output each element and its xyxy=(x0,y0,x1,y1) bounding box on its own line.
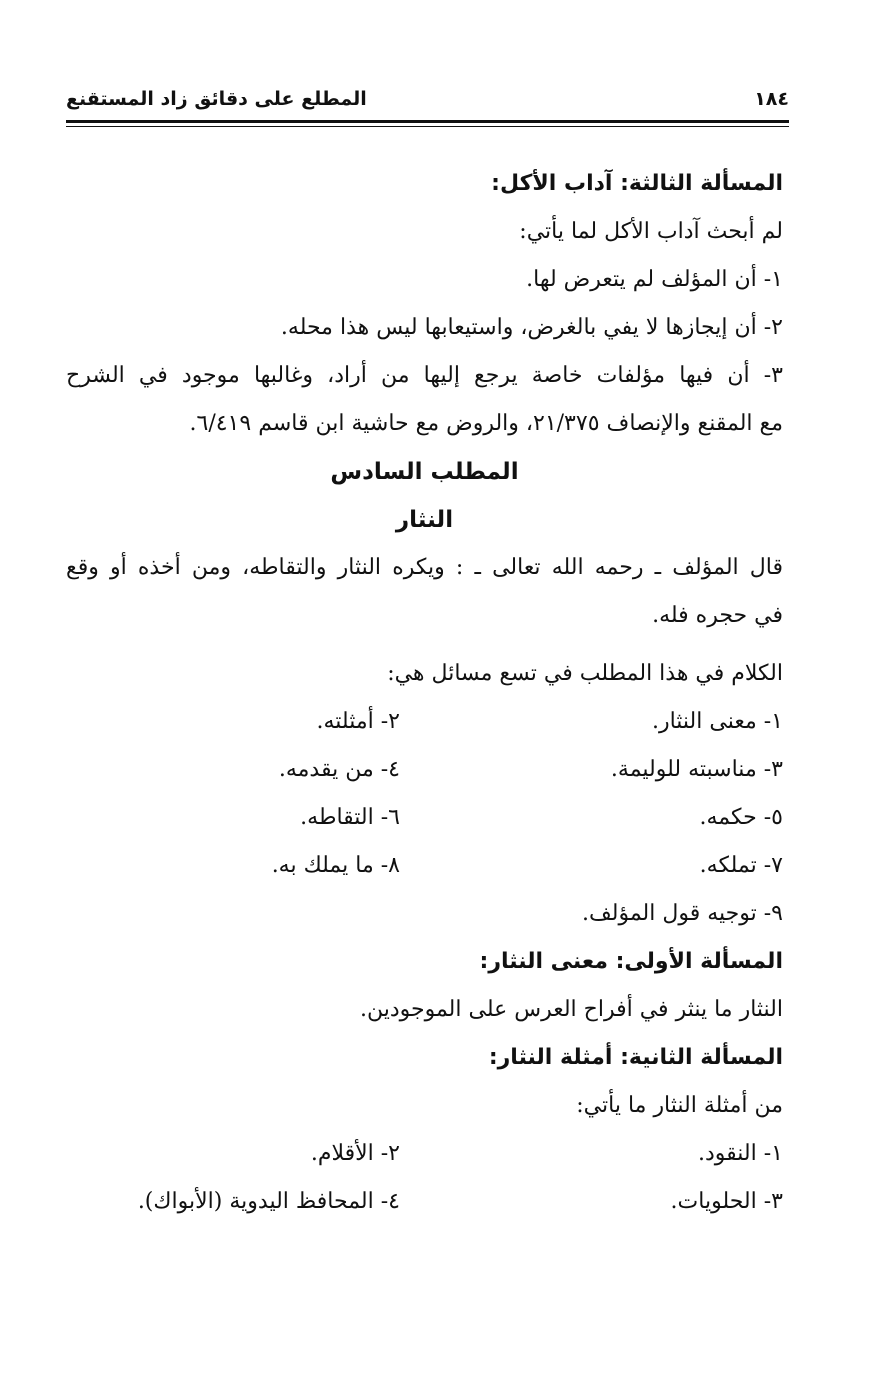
issue-item: ٩- توجيه قول المؤلف. xyxy=(582,901,783,926)
issue-item: ٥- حكمه. xyxy=(699,805,783,830)
issue1-heading: المسألة الأولى: معنى النثار: xyxy=(479,949,783,974)
author-quote-line-2: في حجره فله. xyxy=(652,603,783,628)
section3-item-1: ١- أن المؤلف لم يتعرض لها. xyxy=(526,267,783,292)
issue-item: ٧- تملكه. xyxy=(699,853,783,878)
matlab-subtitle: النثار xyxy=(395,507,454,533)
issue1-text: النثار ما ينثر في أفراح العرس على الموجودين. xyxy=(359,997,783,1022)
header-rule-thick xyxy=(66,120,789,123)
section3-item-3-cont: مع المقنع والإنصاف ٢١/٣٧٥، والروض مع حاشية ابن قاسم ٦/٤١٩. xyxy=(189,411,783,436)
book-title: المطلع على دقائق زاد المستقنع xyxy=(66,88,367,110)
examples-row xyxy=(66,1178,783,1226)
issue-item: ٤- من يقدمه. xyxy=(278,757,400,782)
issues-row xyxy=(66,794,783,842)
issue-item: ٢- أمثلته. xyxy=(316,709,400,734)
issues-row xyxy=(66,890,783,938)
issues-row xyxy=(66,842,783,890)
author-quote-line-1: قال المؤلف ـ رحمه الله تعالى ـ : ويكره النثار والتقاطه، ومن أخذه أو وقع xyxy=(66,555,783,580)
issues-row xyxy=(66,698,783,746)
example-item: ١- النقود. xyxy=(698,1141,783,1166)
example-item: ٢- الأقلام. xyxy=(310,1141,400,1166)
example-item: ٤- المحافظ اليدوية (الأبواك). xyxy=(137,1189,400,1214)
section3-item-3: ٣- أن فيها مؤلفات خاصة يرجع إليها من أراد، وغالبها موجود في الشرح xyxy=(66,363,783,388)
issue-item: ٣- مناسبته للوليمة. xyxy=(610,757,783,782)
matlab-title: المطلب السادس xyxy=(330,459,519,485)
page-body xyxy=(66,160,783,1226)
issues-intro: الكلام في هذا المطلب في تسع مسائل هي: xyxy=(387,661,783,686)
section3-heading: المسألة الثالثة: آداب الأكل: xyxy=(491,171,783,196)
header-rule-thin xyxy=(66,126,789,127)
examples-row xyxy=(66,1130,783,1178)
page-number: ١٨٤ xyxy=(754,88,789,110)
issue2-heading: المسألة الثانية: أمثلة النثار: xyxy=(488,1045,783,1070)
issue-item: ١- معنى النثار. xyxy=(651,709,783,734)
issues-row xyxy=(66,746,783,794)
issue-item: ٦- التقاطه. xyxy=(300,805,400,830)
example-item: ٣- الحلويات. xyxy=(670,1189,783,1214)
issue-item: ٨- ما يملك به. xyxy=(271,853,400,878)
section3-item-2: ٢- أن إيجازها لا يفي بالغرض، واستيعابها ليس هذا محله. xyxy=(280,315,783,340)
page-header xyxy=(66,86,789,116)
issue2-intro: من أمثلة النثار ما يأتي: xyxy=(576,1093,783,1118)
section3-intro: لم أبحث آداب الأكل لما يأتي: xyxy=(519,219,783,244)
